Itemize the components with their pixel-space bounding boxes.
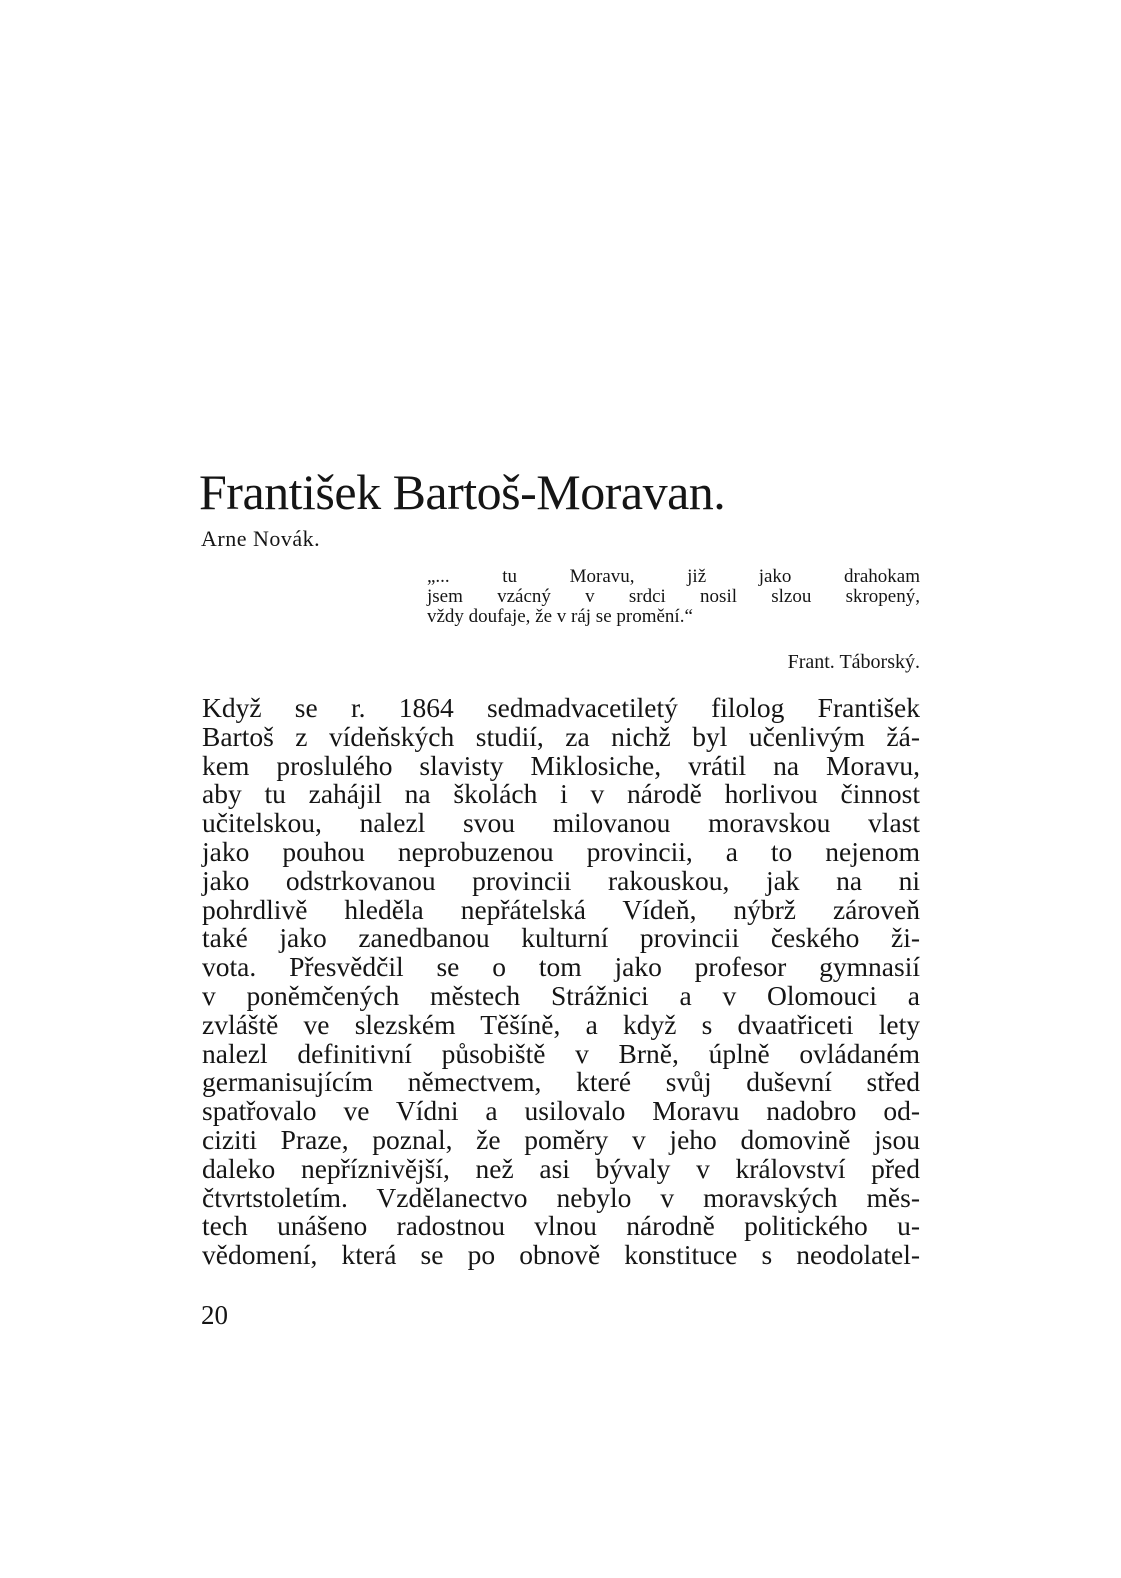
body-paragraph: [202, 694, 920, 1270]
body-line: jako odstrkovanou provincii rakouskou, jak na ni: [202, 864, 920, 896]
body-line: germanisujícím němectvem, které svůj duševní střed: [202, 1066, 920, 1098]
epigraph-line: „... tu Moravu, již jako drahokam: [427, 566, 920, 587]
article-title: František Bartoš-Moravan.: [199, 464, 726, 520]
body-line: vědomení, která se po obnově konstituce s neodolatel-: [202, 1239, 920, 1271]
article-author: Arne Novák.: [201, 526, 321, 551]
body-line: nalezl definitivní působiště v Brně, úplně ovládaném: [202, 1037, 920, 1069]
epigraph: [427, 567, 920, 627]
body-line: Když se r. 1864 sedmadvacetiletý filolog František: [202, 692, 920, 723]
body-line: tech unášeno radostnou vlnou národně politického u-: [202, 1210, 920, 1242]
body-line: jako pouhou neprobuzenou provincii, a to nejenom: [202, 835, 920, 867]
body-line: Bartoš z vídeňských studií, za nichž byl učenlivým žá-: [202, 720, 920, 752]
body-line: aby tu zahájil na školách i v národě horlivou činnost: [202, 778, 920, 810]
epigraph-line: jsem vzácný v srdci nosil slzou skropený,: [427, 586, 920, 607]
epigraph-line: vždy doufaje, že v ráj se promění.“: [427, 606, 693, 627]
body-line: ciziti Praze, poznal, že poměry v jeho domovině jsou: [202, 1123, 920, 1155]
body-line: také jako zanedbanou kulturní provincii českého ži-: [202, 922, 920, 954]
epigraph-source: Frant. Táborský.: [787, 651, 920, 673]
body-line: pohrdlivě hleděla nepřátelská Vídeň, nýbrž zároveň: [202, 893, 920, 925]
body-line: daleko nepříznivější, než asi bývaly v království před: [202, 1152, 920, 1184]
page-number: 20: [201, 1300, 228, 1330]
body-line: čtvrtstoletím. Vzdělanectvo nebylo v moravských měs-: [202, 1181, 920, 1213]
body-line: kem proslulého slavisty Miklosiche, vrátil na Moravu,: [202, 749, 920, 781]
body-line: vota. Přesvědčil se o tom jako profesor gymnasií: [202, 951, 920, 983]
body-line: spatřovalo ve Vídni a usilovalo Moravu nadobro od-: [202, 1095, 920, 1127]
body-line: v poněmčených městech Strážnici a v Olomouci a: [202, 979, 920, 1011]
body-line: učitelskou, nalezl svou milovanou moravskou vlast: [202, 807, 920, 839]
body-line: zvláště ve slezském Těšíně, a když s dvaatřiceti lety: [202, 1008, 920, 1040]
